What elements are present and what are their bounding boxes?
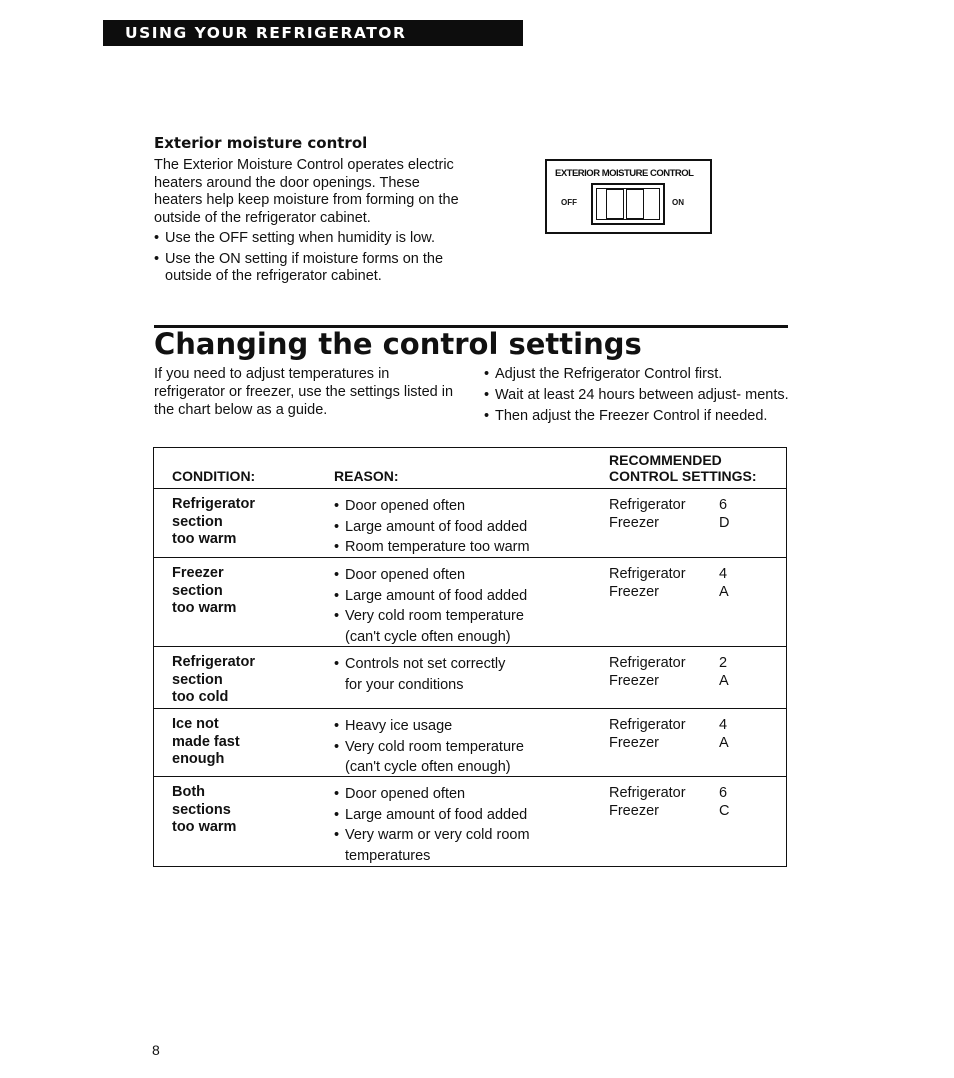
settings-table (153, 447, 787, 867)
condition-cell (172, 496, 322, 549)
table-row (154, 709, 786, 777)
freezer-label: Freezer (609, 735, 659, 751)
condition-line: section (172, 582, 223, 599)
header-reason: REASON: (334, 468, 399, 484)
freezer-label: Freezer (609, 673, 659, 689)
on-label: ON (672, 198, 684, 207)
reason-item: • Very warm or very cold room temperatures (334, 825, 560, 866)
reason-item: • Large amount of food added (334, 517, 574, 538)
condition-line: enough (172, 751, 225, 767)
refrigerator-label: Refrigerator (609, 497, 686, 513)
refrigerator-value: 4 (719, 566, 728, 582)
reason-cell (334, 496, 574, 558)
freezer-value: A (719, 735, 729, 751)
freezer-value: A (719, 673, 729, 689)
freezer-value: C (719, 803, 730, 819)
settings-steps (484, 365, 789, 428)
reason-item: • Door opened often (334, 565, 574, 586)
reason-cell (334, 654, 574, 695)
control-panel-title: EXTERIOR MOISTURE CONTROL (555, 168, 694, 179)
refrigerator-label: Refrigerator (609, 717, 686, 733)
reason-cell (334, 784, 574, 866)
condition-line: Freezer (172, 565, 224, 581)
rocker-right (626, 189, 644, 219)
condition-line: made fast (172, 733, 240, 750)
condition-cell (172, 654, 322, 707)
condition-cell (172, 565, 322, 618)
condition-line: too warm (172, 600, 237, 616)
setting-cell (609, 496, 749, 532)
header-condition: CONDITION: (172, 468, 256, 484)
settings-intro: If you need to adjust temperatures in refrigerator or freezer, use the settings listed in the chart below as a guide. (154, 366, 454, 418)
condition-line: Both (172, 784, 206, 800)
reason-item: • Large amount of food added (334, 586, 574, 607)
table-row (154, 647, 786, 709)
condition-line: too warm (172, 819, 237, 835)
freezer-value: A (719, 584, 729, 600)
page-number: 8 (152, 1042, 160, 1058)
table-header (154, 448, 786, 489)
condition-cell (172, 716, 322, 769)
setting-cell (609, 565, 749, 601)
freezer-value: D (719, 515, 730, 531)
reason-cell (334, 716, 574, 778)
condition-line: Ice not (172, 716, 219, 732)
reason-item: • Door opened often (334, 496, 574, 517)
condition-line: too warm (172, 531, 237, 547)
condition-line: section (172, 671, 223, 688)
freezer-label: Freezer (609, 584, 659, 600)
condition-line: too cold (172, 689, 229, 705)
setting-cell (609, 784, 749, 820)
refrigerator-label: Refrigerator (609, 566, 686, 582)
moisture-control-diagram (545, 159, 712, 234)
refrigerator-value: 6 (719, 785, 728, 801)
header-settings-line2: CONTROL SETTINGS: (609, 468, 757, 484)
table-row (154, 489, 786, 558)
moisture-paragraph: The Exterior Moisture Control operates electric heaters around the door openings. These heaters help keep moisture from forming on the outside of the refrigerator cabinet. (154, 157, 459, 226)
refrigerator-label: Refrigerator (609, 655, 686, 671)
moisture-bullets (154, 230, 459, 286)
reason-item: • Room temperature too warm (334, 537, 574, 558)
refrigerator-value: 6 (719, 497, 728, 513)
moisture-heading: Exterior moisture control (154, 134, 368, 152)
condition-line: sections (172, 801, 231, 818)
reason-item: • Controls not set correctly for your conditions (334, 654, 525, 695)
condition-line: Refrigerator (172, 654, 255, 670)
refrigerator-label: Refrigerator (609, 785, 686, 801)
condition-line: Refrigerator (172, 496, 255, 512)
moisture-text (154, 157, 459, 289)
reason-item: • Heavy ice usage (334, 716, 574, 737)
rocker-left (606, 189, 624, 219)
rocker-switch (591, 183, 665, 225)
condition-line: section (172, 513, 223, 530)
setting-cell (609, 654, 749, 690)
condition-cell (172, 784, 322, 837)
step-item: • Adjust the Refrigerator Control first. (484, 365, 789, 383)
step-item: • Wait at least 24 hours between adjust- ments. (484, 386, 789, 404)
section-banner: USING YOUR REFRIGERATOR (103, 20, 523, 46)
off-label: OFF (561, 198, 577, 207)
reason-item: • Door opened often (334, 784, 574, 805)
freezer-label: Freezer (609, 515, 659, 531)
header-settings-line1: RECOMMENDED (609, 452, 722, 468)
moisture-bullet: • Use the ON setting if moisture forms on the outside of the refrigerator cabinet. (154, 251, 459, 286)
table-row (154, 777, 786, 865)
refrigerator-value: 2 (719, 655, 728, 671)
page-title: Changing the control settings (154, 327, 642, 361)
table-row (154, 558, 786, 647)
step-item: • Then adjust the Freezer Control if needed. (484, 407, 789, 425)
freezer-label: Freezer (609, 803, 659, 819)
reason-item: • Large amount of food added (334, 805, 574, 826)
reason-item: • Very cold room temperature (can't cycle often enough) (334, 737, 545, 778)
refrigerator-value: 4 (719, 717, 728, 733)
moisture-bullet: • Use the OFF setting when humidity is low. (154, 230, 459, 248)
setting-cell (609, 716, 749, 752)
reason-item: • Very cold room temperature (can't cycle often enough) (334, 606, 545, 647)
reason-cell (334, 565, 574, 647)
